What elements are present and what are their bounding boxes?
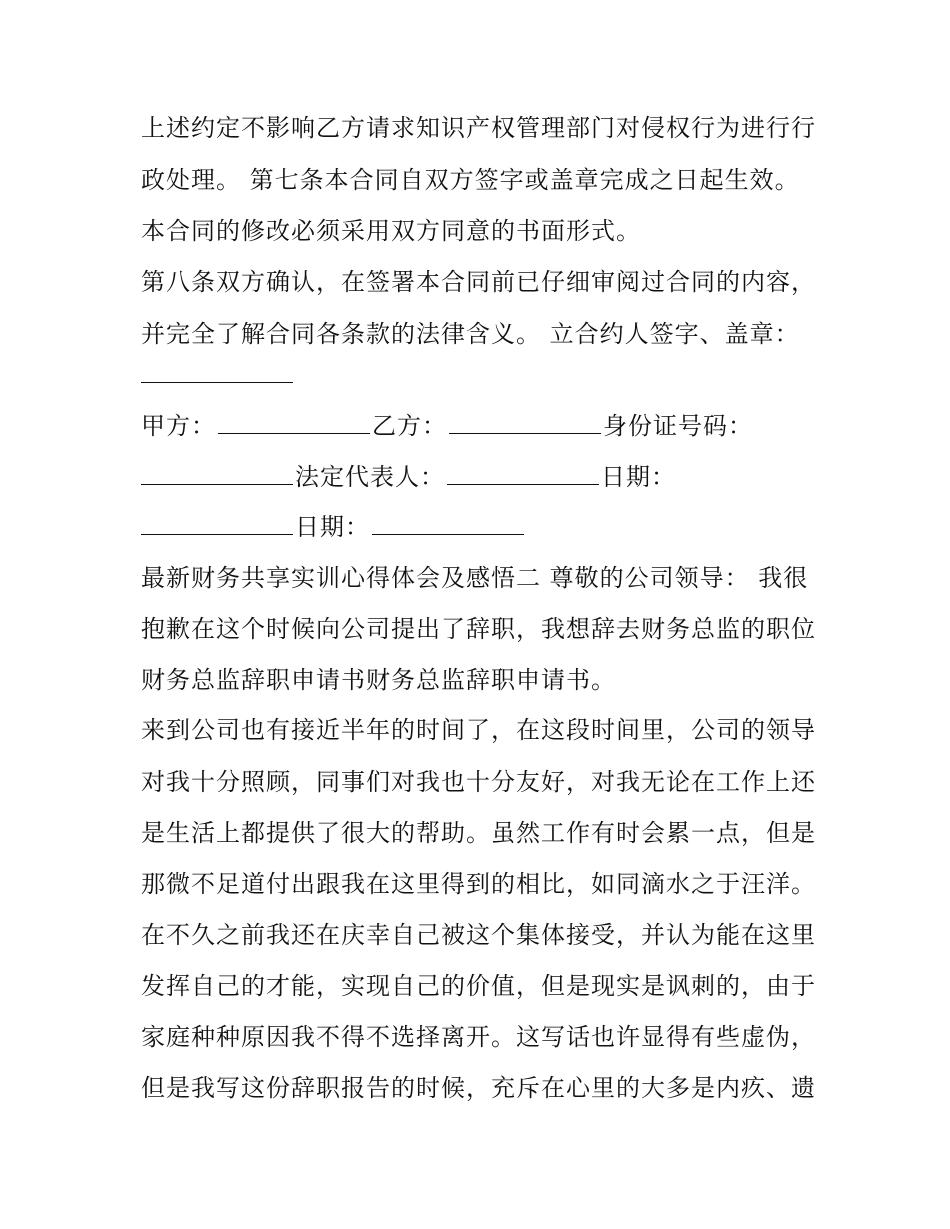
text-line: 财务总监辞职申请书财务总监辞职申请书。 bbox=[141, 666, 616, 694]
text-line: 政处理。 第七条本合同自双方签字或盖章完成之日起生效。 bbox=[141, 166, 800, 194]
legal-rep-blank[interactable] bbox=[447, 462, 599, 485]
party-b-blank[interactable] bbox=[449, 411, 601, 434]
text-line: 抱歉在这个时候向公司提出了辞职，我想辞去财务总监的职位 bbox=[141, 615, 816, 643]
id-number-label: 身份证号码： bbox=[603, 412, 753, 440]
signature-row-representative bbox=[141, 462, 676, 492]
text-line: 并完全了解合同各条款的法律含义。 立合约人签字、盖章： bbox=[141, 320, 800, 348]
party-a-blank[interactable] bbox=[218, 411, 370, 434]
date-blank[interactable] bbox=[141, 512, 293, 535]
text-line: 在不久之前我还在庆幸自己被这个集体接受，并认为能在这里 bbox=[141, 921, 816, 949]
text-line: 第八条双方确认，在签署本合同前已仔细审阅过合同的内容， bbox=[141, 268, 816, 296]
text-line: 最新财务共享实训心得体会及感悟二 尊敬的公司领导： 我很 bbox=[141, 564, 809, 592]
party-a-label: 甲方： bbox=[141, 412, 216, 440]
text-line: 那微不足道付出跟我在这里得到的相比，如同滴水之于汪洋。 bbox=[141, 870, 816, 898]
signature-blank-line bbox=[141, 360, 295, 390]
legal-rep-label: 法定代表人： bbox=[295, 463, 445, 491]
signature-row-dates bbox=[141, 512, 526, 542]
signature-row-parties bbox=[141, 411, 753, 441]
text-line: 但是我写这份辞职报告的时候，充斥在心里的大多是内疚、遗 bbox=[141, 1074, 816, 1102]
text-line: 本合同的修改必须采用双方同意的书面形式。 bbox=[141, 217, 641, 245]
text-line: 对我十分照顾，同事们对我也十分友好，对我无论在工作上还 bbox=[141, 768, 816, 796]
id-number-blank[interactable] bbox=[141, 462, 293, 485]
party-b-label: 乙方： bbox=[372, 412, 447, 440]
date-label: 日期： bbox=[601, 463, 676, 491]
text-line: 家庭种种原因我不得不选择离开。这写话也许显得有些虚伪， bbox=[141, 1023, 816, 1051]
text-line: 来到公司也有接近半年的时间了，在这段时间里，公司的领导 bbox=[141, 716, 816, 744]
signature-blank[interactable] bbox=[141, 360, 293, 383]
date2-blank[interactable] bbox=[372, 512, 524, 535]
date2-label: 日期： bbox=[295, 513, 370, 541]
text-line: 是生活上都提供了很大的帮助。虽然工作有时会累一点，但是 bbox=[141, 819, 816, 847]
text-line: 发挥自己的才能，实现自己的价值，但是现实是讽刺的，由于 bbox=[141, 972, 816, 1000]
text-line: 上述约定不影响乙方请求知识产权管理部门对侵权行为进行行 bbox=[141, 114, 816, 142]
